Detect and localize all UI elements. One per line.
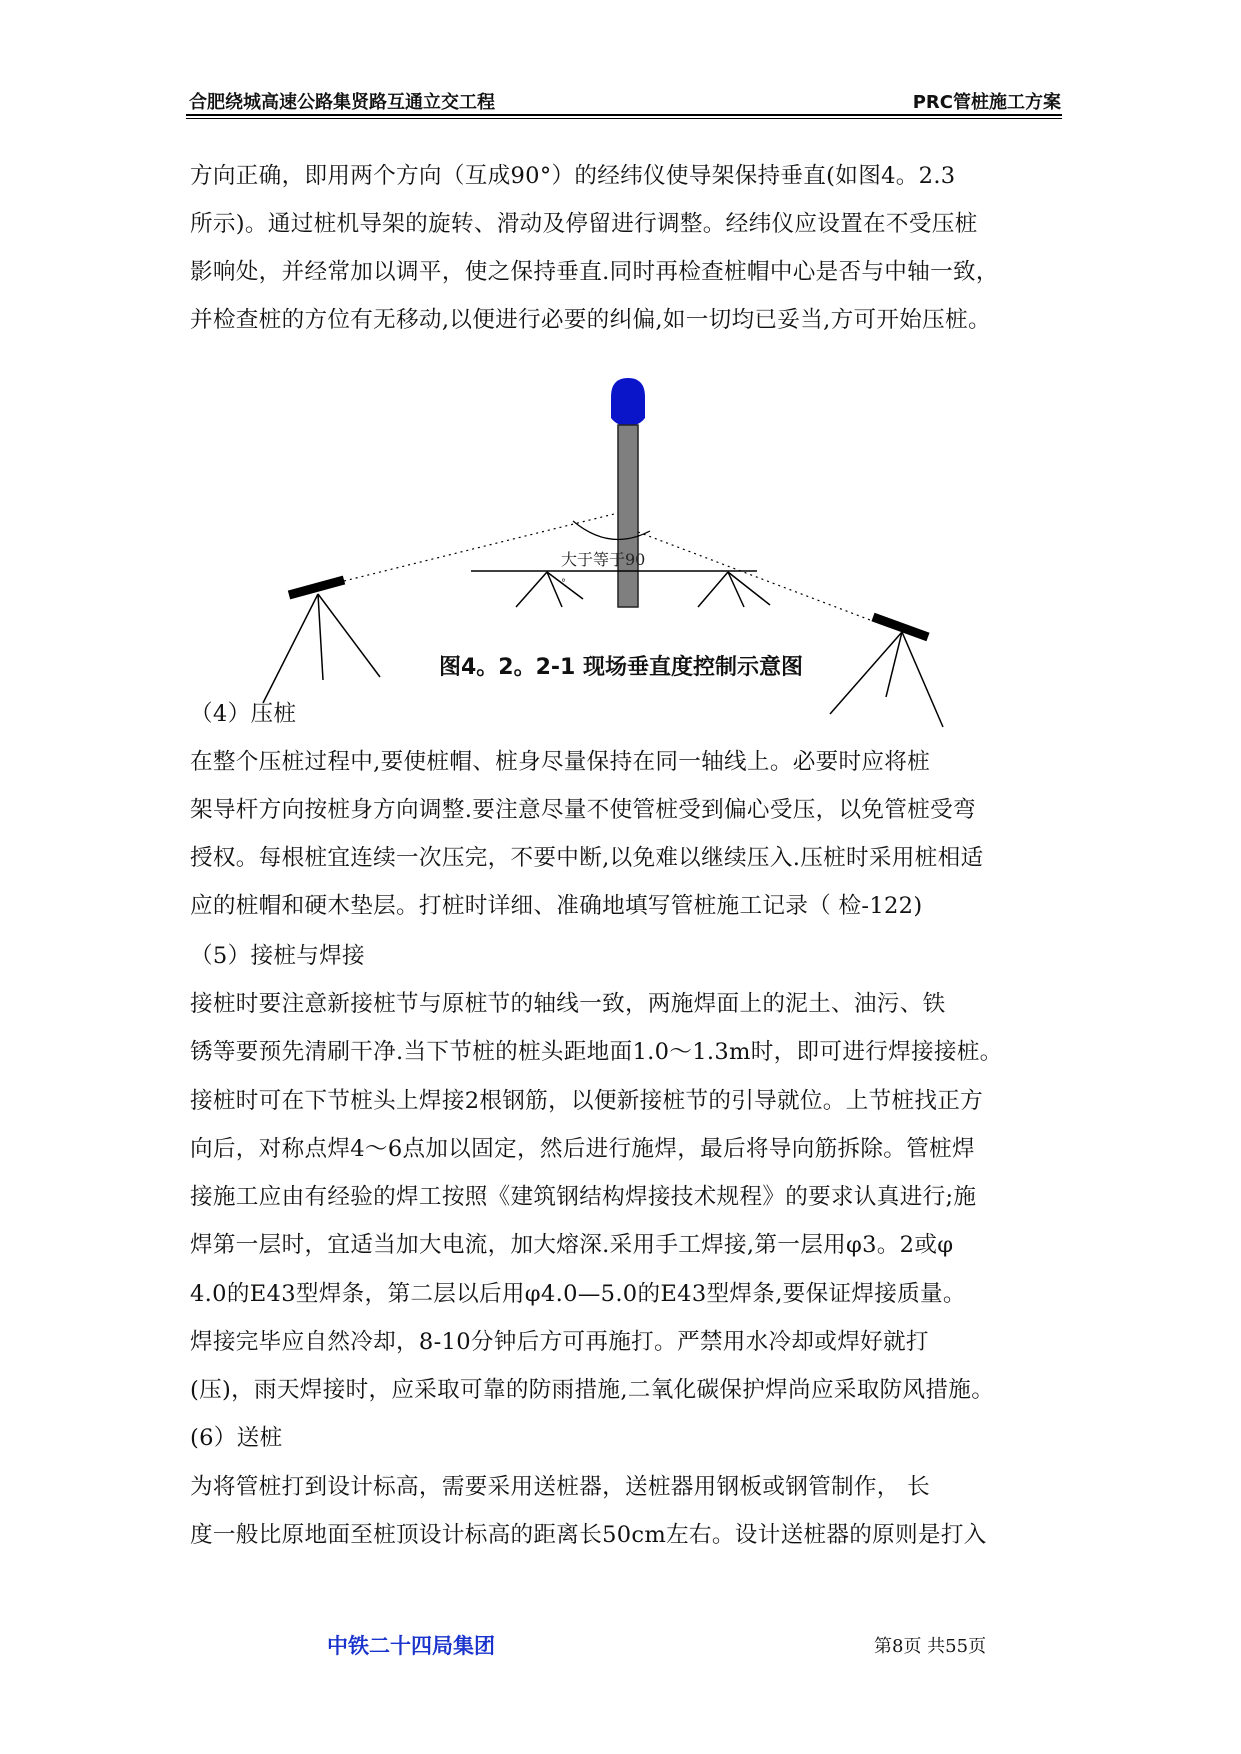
- footer-company: 中铁二十四局集团: [327, 1634, 495, 1658]
- text-line: 焊接完毕应自然冷却，8-10分钟后方可再施打。严禁用水冷却或焊好就打: [190, 1329, 929, 1355]
- text-line: 授权。每根桩宜连续一次压完，不要中断,以免难以继续压入.压桩时采用桩相适: [190, 845, 984, 871]
- text-line: 应的桩帽和硬木垫层。打桩时详细、准确地填写管桩施工记录（ 检-122): [190, 893, 923, 919]
- text-line: 在整个压桩过程中,要使桩帽、桩身尽量保持在同一轴线上。必要时应将桩: [190, 749, 931, 775]
- left-theodolite: [263, 580, 380, 703]
- text-line: 4.0的E43型焊条，第二层以后用φ4.0—5.0的E43型焊条,要保证焊接质量。: [190, 1281, 966, 1307]
- text-line: 向后，对称点焊4～6点加以固定，然后进行施焊，最后将导向筋拆除。管桩焊: [190, 1136, 975, 1162]
- header-project-title: 合肥绕城高速公路集贤路互通立交工程: [189, 92, 495, 113]
- footer-page-number: 第8页 共55页: [874, 1636, 987, 1657]
- header-document-title: PRC管桩施工方案: [912, 92, 1061, 113]
- text-line: 为将管桩打到设计标高，需要采用送桩器，送桩器用钢板或钢管制作， 长: [190, 1474, 931, 1500]
- text-line: 焊第一层时，宜适当加大电流，加大熔深.采用手工焊接,第一层用φ3。2或φ: [190, 1232, 954, 1258]
- text-line: 所示)。通过桩机导架的旋转、滑动及停留进行调整。经纬仪应设置在不受压桩: [190, 211, 978, 237]
- text-line: （5）接桩与焊接: [190, 943, 365, 969]
- angle-label-degree: °: [561, 578, 566, 589]
- angle-label: 大于等于90: [561, 550, 646, 569]
- text-line: 架导杆方向按桩身方向调整.要注意尽量不使管桩受到偏心受压，以免管桩受弯: [190, 797, 976, 823]
- figure-caption: 图4。2。2-1 现场垂直度控制示意图: [439, 655, 804, 680]
- vertical-control-diagram: [0, 0, 1241, 760]
- text-line: (6）送桩: [190, 1425, 283, 1451]
- text-line: 锈等要预先清刷干净.当下节桩的桩头距地面1.0～1.3m时，即可进行焊接接桩。: [190, 1039, 1003, 1065]
- pile-cap: [611, 378, 645, 426]
- ground-hatch: [516, 572, 770, 607]
- text-line: 影响处，并经常加以调平，使之保持垂直.同时再检查桩帽中心是否与中轴一致，: [190, 259, 999, 285]
- text-line: 接桩时可在下节桩头上焊接2根钢筋，以便新接桩节的引导就位。上节桩找正方: [190, 1088, 984, 1114]
- text-line: 度一般比原地面至桩顶设计标高的距离长50cm左右。设计送桩器的原则是打入: [190, 1522, 987, 1548]
- text-line: （4）压桩: [190, 701, 297, 727]
- text-line: 方向正确，即用两个方向（互成90°）的经纬仪使导架保持垂直(如图4。2.3: [190, 163, 956, 189]
- text-line: 接施工应由有经验的焊工按照《建筑钢结构焊接技术规程》的要求认真进行;施: [190, 1184, 977, 1210]
- text-line: 接桩时要注意新接桩节与原桩节的轴线一致，两施焊面上的泥土、油污、铁: [190, 991, 946, 1017]
- text-line: (压)，雨天焊接时，应采取可靠的防雨措施,二氧化碳保护焊尚应采取防风措施。: [190, 1377, 995, 1403]
- text-line: 并检查桩的方位有无移动,以便进行必要的纠偏,如一切均已妥当,方可开始压桩。: [190, 307, 991, 333]
- pile-body: [618, 425, 638, 607]
